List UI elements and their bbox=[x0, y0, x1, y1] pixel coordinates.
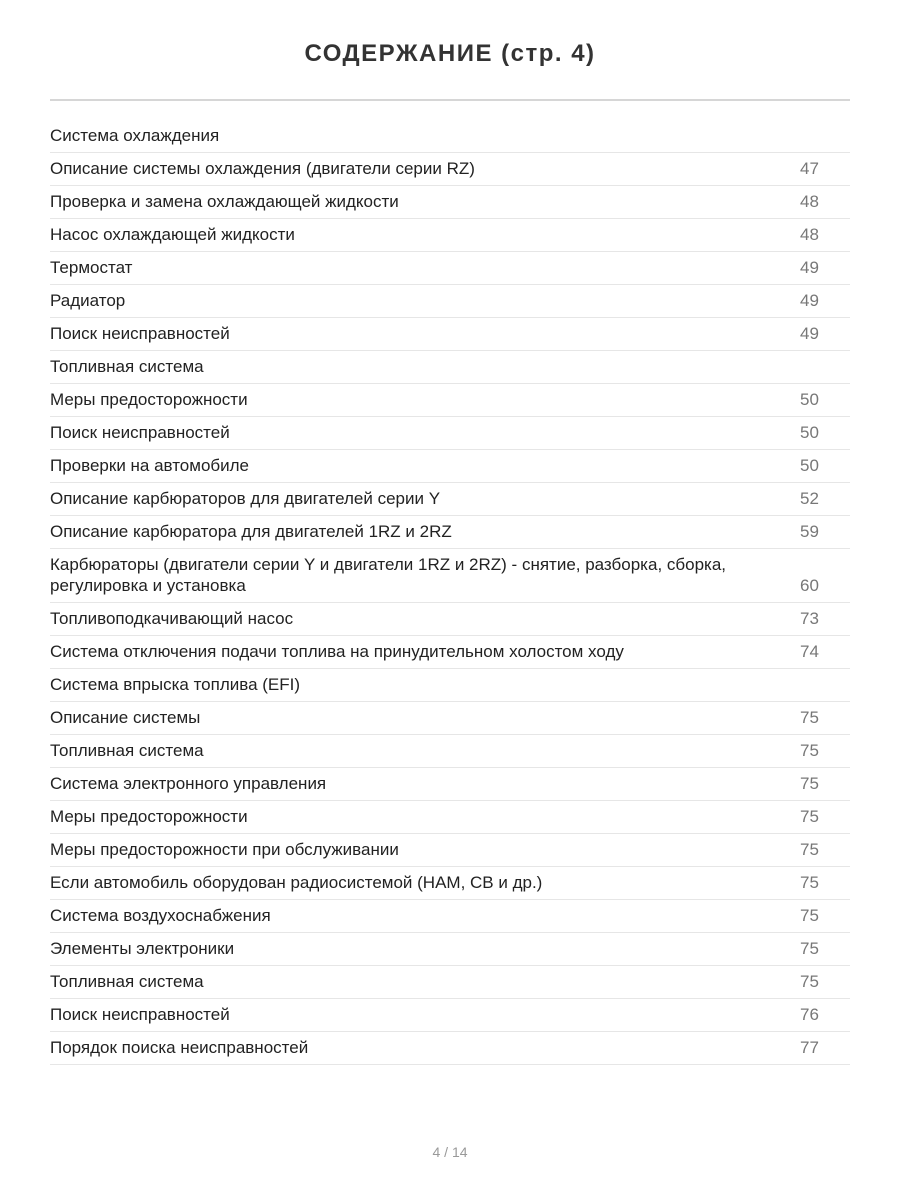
toc-entry[interactable] bbox=[50, 768, 850, 801]
toc-entry-title: Топливоподкачивающий насос bbox=[50, 609, 294, 628]
toc-entry[interactable] bbox=[50, 417, 850, 450]
toc-entry-page-number: 75 bbox=[800, 873, 819, 892]
toc-entry[interactable] bbox=[50, 516, 850, 549]
toc-entry-page-number: 50 bbox=[800, 456, 819, 475]
toc-entry[interactable] bbox=[50, 801, 850, 834]
toc-entry-page-number: 60 bbox=[800, 576, 819, 595]
toc-entry[interactable] bbox=[50, 549, 850, 603]
toc-entry-page-number: 47 bbox=[800, 159, 819, 178]
toc-entry-title: Описание системы bbox=[50, 708, 201, 727]
toc-entry[interactable] bbox=[50, 219, 850, 252]
toc-entry-title: Меры предосторожности при обслуживании bbox=[50, 840, 399, 859]
toc-entry[interactable] bbox=[50, 384, 850, 417]
toc-entry-title: Проверка и замена охлаждающей жидкости bbox=[50, 192, 399, 211]
toc-entry[interactable] bbox=[50, 966, 850, 999]
toc-entry-page-number: 77 bbox=[800, 1038, 819, 1057]
toc-entry-page-number: 75 bbox=[800, 972, 819, 991]
toc-entry[interactable] bbox=[50, 153, 850, 186]
toc-entry-title: Поиск неисправностей bbox=[50, 324, 230, 343]
toc-entry-page-number: 75 bbox=[800, 906, 819, 925]
table-of-contents bbox=[50, 120, 850, 1065]
toc-entry[interactable] bbox=[50, 735, 850, 768]
toc-entry-title: Система впрыска топлива (EFI) bbox=[50, 675, 301, 694]
toc-entry-title: Термостат bbox=[50, 258, 133, 277]
toc-entry-title: Меры предосторожности bbox=[50, 807, 248, 826]
toc-entry-page-number: 75 bbox=[800, 741, 819, 760]
toc-entry-title: Поиск неисправностей bbox=[50, 423, 230, 442]
toc-entry-title: Топливная система bbox=[50, 357, 204, 376]
toc-entry-page-number: 76 bbox=[800, 1005, 819, 1024]
toc-entry-page-number: 50 bbox=[800, 390, 819, 409]
toc-entry-title: Элементы электроники bbox=[50, 939, 235, 958]
toc-entry-page-number: 59 bbox=[800, 522, 819, 541]
toc-entry[interactable] bbox=[50, 636, 850, 669]
toc-entry[interactable] bbox=[50, 933, 850, 966]
toc-entry-page-number: 75 bbox=[800, 840, 819, 859]
toc-entry[interactable] bbox=[50, 867, 850, 900]
toc-entry-page-number: 48 bbox=[800, 225, 819, 244]
toc-entry[interactable] bbox=[50, 669, 850, 702]
toc-entry[interactable] bbox=[50, 483, 850, 516]
toc-entry[interactable] bbox=[50, 603, 850, 636]
toc-entry-page-number: 75 bbox=[800, 708, 819, 727]
toc-entry-title: Система отключения подачи топлива на принудительном холостом ходу bbox=[50, 642, 624, 661]
toc-entry-title: Насос охлаждающей жидкости bbox=[50, 225, 295, 244]
toc-entry-title: Система охлаждения bbox=[50, 126, 220, 145]
toc-entry-title: Топливная система bbox=[50, 972, 204, 991]
toc-entry-title: Меры предосторожности bbox=[50, 390, 248, 409]
toc-entry-page-number: 75 bbox=[800, 774, 819, 793]
toc-entry[interactable] bbox=[50, 1032, 850, 1065]
toc-entry[interactable] bbox=[50, 450, 850, 483]
toc-entry-title: Система воздухоснабжения bbox=[50, 906, 271, 925]
page-number: 4 / 14 bbox=[432, 1144, 468, 1160]
toc-entry-title: Проверки на автомобиле bbox=[50, 456, 250, 475]
toc-entry-page-number: 74 bbox=[800, 642, 819, 661]
toc-entry-page-number: 75 bbox=[800, 939, 819, 958]
toc-entry-title: Если автомобиль оборудован радиосистемой (HAM, CB и др.) bbox=[50, 873, 543, 892]
toc-entry[interactable] bbox=[50, 900, 850, 933]
toc-entry[interactable] bbox=[50, 351, 850, 384]
toc-entry-title: Карбюраторы (двигатели серии Y и двигатели 1RZ и 2RZ) - снятие, разборка, сборка, регулировка и установка bbox=[50, 555, 727, 595]
toc-entry-page-number: 49 bbox=[800, 258, 819, 277]
toc-entry[interactable] bbox=[50, 252, 850, 285]
toc-entry-title: Топливная система bbox=[50, 741, 204, 760]
toc-entry-page-number: 75 bbox=[800, 807, 819, 826]
toc-entry-title: Порядок поиска неисправностей bbox=[50, 1038, 309, 1057]
toc-entry[interactable] bbox=[50, 120, 850, 153]
toc-entry-title: Система электронного управления bbox=[50, 774, 327, 793]
toc-entry[interactable] bbox=[50, 702, 850, 735]
toc-entry-page-number: 52 bbox=[800, 489, 819, 508]
toc-entry[interactable] bbox=[50, 186, 850, 219]
title-divider bbox=[50, 99, 850, 101]
toc-entry-page-number: 73 bbox=[800, 609, 819, 628]
toc-entry[interactable] bbox=[50, 318, 850, 351]
toc-entry-page-number: 50 bbox=[800, 423, 819, 442]
toc-entry-title: Радиатор bbox=[50, 291, 126, 310]
toc-entry-page-number: 48 bbox=[800, 192, 819, 211]
toc-entry[interactable] bbox=[50, 999, 850, 1032]
toc-entry-title: Описание карбюраторов для двигателей серии Y bbox=[50, 489, 441, 508]
toc-entry[interactable] bbox=[50, 285, 850, 318]
toc-entry-title: Описание карбюратора для двигателей 1RZ и 2RZ bbox=[50, 522, 452, 541]
toc-entry-title: Описание системы охлаждения (двигатели серии RZ) bbox=[50, 159, 475, 178]
toc-entry-page-number: 49 bbox=[800, 291, 819, 310]
page-title: СОДЕРЖАНИЕ (стр. 4) bbox=[304, 40, 596, 67]
toc-entry[interactable] bbox=[50, 834, 850, 867]
toc-entry-title: Поиск неисправностей bbox=[50, 1005, 230, 1024]
toc-entry-page-number: 49 bbox=[800, 324, 819, 343]
